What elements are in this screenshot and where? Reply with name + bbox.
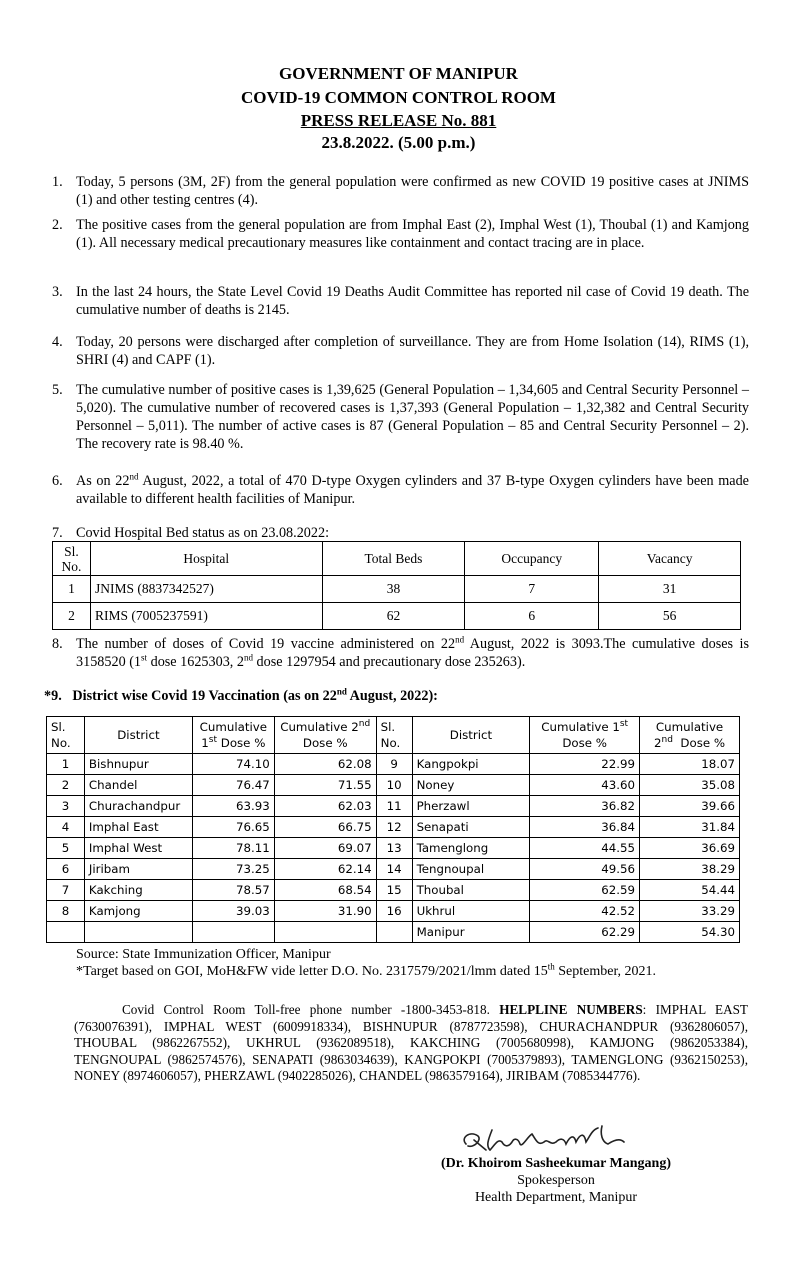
cell-dose2: 18.07 <box>640 754 740 775</box>
cell-district: Bishnupur <box>84 754 192 775</box>
cell-dose1: 44.55 <box>530 838 640 859</box>
table-row <box>47 817 740 838</box>
col-sl-no-right: Sl. No. <box>376 717 412 754</box>
cell-sl: 1 <box>47 754 85 775</box>
col-hospital: Hospital <box>90 542 322 576</box>
cell-dose2: 31.90 <box>274 901 376 922</box>
header-datetime: 23.8.2022. (5.00 p.m.) <box>321 133 476 152</box>
cell-dose2: 33.29 <box>640 901 740 922</box>
cell-dose1: 43.60 <box>530 775 640 796</box>
item-5 <box>52 381 749 453</box>
col-vacancy: Vacancy <box>599 542 741 576</box>
cell-district: Chandel <box>84 775 192 796</box>
signature-image <box>452 1120 642 1156</box>
cell-dose2: 62.14 <box>274 859 376 880</box>
cell-dose1: 62.29 <box>530 922 640 943</box>
cell-dose2: 69.07 <box>274 838 376 859</box>
cell-sl: 3 <box>47 796 85 817</box>
cell-dose1: 39.03 <box>192 901 274 922</box>
cell-vacancy: 56 <box>599 603 741 630</box>
cell-sl: 9 <box>376 754 412 775</box>
table-row <box>47 859 740 880</box>
cell-dose2: 71.55 <box>274 775 376 796</box>
table-row <box>47 922 740 943</box>
cell-dose2: 38.29 <box>640 859 740 880</box>
cell-dose1: 63.93 <box>192 796 274 817</box>
item-3 <box>52 283 749 319</box>
item-4 <box>52 333 749 369</box>
target-note: *Target based on GOI, MoH&FW vide letter D.O. No. 2317579/2021/lmm dated 15th September, 2021. <box>76 961 657 979</box>
item-number: 8. <box>52 636 63 652</box>
cell-district: Kakching <box>84 880 192 901</box>
cell-dose1: 36.84 <box>530 817 640 838</box>
item-text: As on 22nd August, 2022, a total of 470 D-type Oxygen cylinders and 37 B-type Oxygen cylinders have been made available to different health facilities of Manipur. <box>76 471 749 507</box>
cell-district: Senapati <box>412 817 530 838</box>
cell-dose1: 62.59 <box>530 880 640 901</box>
cell-dose1 <box>192 922 274 943</box>
cell-sl: 6 <box>47 859 85 880</box>
table-row <box>53 576 741 603</box>
item-7 <box>52 524 749 542</box>
table-row <box>47 796 740 817</box>
col-district: District <box>84 717 192 754</box>
cell-dose2: 35.08 <box>640 775 740 796</box>
signatory-name: (Dr. Khoirom Sasheekumar Mangang) <box>441 1156 671 1171</box>
item-text: Covid Hospital Bed status as on 23.08.2022: <box>76 525 330 541</box>
col-dose1: Cumulative 1st Dose % <box>192 717 274 754</box>
cell-total: 62 <box>322 603 465 630</box>
item-text: Today, 5 persons (3M, 2F) from the general population were confirmed as new COVID 19 positive cases at JNIMS (1) and other testing centres (4). <box>76 174 749 208</box>
cell-occupancy: 7 <box>465 576 599 603</box>
cell-dose1: 78.57 <box>192 880 274 901</box>
item-text: The cumulative number of positive cases is 1,39,625 (General Population – 1,34,605 and Central Security Personnel – 5,020). The cumulative number of recovered cases is 1,37,393 (General Population – 1,32,382 and Central Security Personnel – 5,011). The number of active cases is 87 (General Population – 85 and Central Security Personnel – 2). The recovery rate is 98.40 %. <box>76 382 749 452</box>
cell-district <box>84 922 192 943</box>
cell-total: 38 <box>322 576 465 603</box>
hospital-bed-table <box>52 541 741 630</box>
item-1 <box>52 173 749 209</box>
district-vaccination-table <box>46 716 740 943</box>
col-district-right: District <box>412 717 530 754</box>
cell-sl: 8 <box>47 901 85 922</box>
cell-sl: 1 <box>53 576 91 603</box>
cell-district: Jiribam <box>84 859 192 880</box>
item-number: 4. <box>52 334 63 350</box>
cell-district: Imphal East <box>84 817 192 838</box>
cell-district: Kangpokpi <box>412 754 530 775</box>
cell-dose1: 49.56 <box>530 859 640 880</box>
helpline-contacts: Covid Control Room Toll-free phone number -1800-3453-818. HELPLINE NUMBERS: IMPHAL EAST (7630076391), IMPHAL WEST (6009918334), BISHNUPUR (8787723598), CHURACHANDPUR (9362806057), THOUBAL (9862267552), UKHRUL (9362089518), KAKCHING (7005680998), KAMJONG (9862053384), TENGNOUPAL (9862574576), SENAPATI (9863034639), KANGPOKPI (7005379893), TAMENGLONG (9362150253), NONEY (8974606057), PHERZAWL (9402285026), CHANDEL (9863579164), JIRIBAM (7085344776). <box>74 1002 748 1084</box>
signatory-department: Health Department, Manipur <box>474 1190 638 1205</box>
cell-district: Pherzawl <box>412 796 530 817</box>
cell-district: Thoubal <box>412 880 530 901</box>
cell-sl: 13 <box>376 838 412 859</box>
cell-sl: 11 <box>376 796 412 817</box>
cell-vacancy: 31 <box>599 576 741 603</box>
cell-dose1: 73.25 <box>192 859 274 880</box>
cell-dose2: 62.03 <box>274 796 376 817</box>
table-row <box>47 901 740 922</box>
cell-dose2: 31.84 <box>640 817 740 838</box>
col-dose2: Cumulative 2nd Dose % <box>274 717 376 754</box>
cell-dose1: 76.65 <box>192 817 274 838</box>
cell-dose2: 54.30 <box>640 922 740 943</box>
table-row <box>47 775 740 796</box>
table-row <box>53 603 741 630</box>
cell-hospital: JNIMS (8837342527) <box>90 576 322 603</box>
cell-district: Tengnoupal <box>412 859 530 880</box>
cell-dose2: 68.54 <box>274 880 376 901</box>
col-sl-no: Sl. No. <box>53 542 91 576</box>
item-text: The positive cases from the general population are from Imphal East (2), Imphal West (1), Thoubal (1) and Kamjong (1). All necessary medical precautionary measures like containment and contact tracing are in place. <box>76 217 749 251</box>
cell-dose1: 42.52 <box>530 901 640 922</box>
cell-dose2 <box>274 922 376 943</box>
cell-sl: 12 <box>376 817 412 838</box>
cell-district: Tamenglong <box>412 838 530 859</box>
cell-district: Imphal West <box>84 838 192 859</box>
cell-dose2: 62.08 <box>274 754 376 775</box>
cell-dose2: 54.44 <box>640 880 740 901</box>
cell-dose2: 66.75 <box>274 817 376 838</box>
cell-dose1: 36.82 <box>530 796 640 817</box>
cell-dose1: 78.11 <box>192 838 274 859</box>
header-release-number: PRESS RELEASE No. 881 <box>300 111 497 130</box>
cell-dose1: 74.10 <box>192 754 274 775</box>
table-header-row <box>47 717 740 754</box>
cell-dose1: 76.47 <box>192 775 274 796</box>
cell-district: Noney <box>412 775 530 796</box>
item-number: 2. <box>52 217 63 233</box>
item-number: 5. <box>52 382 63 398</box>
table-row <box>47 880 740 901</box>
section-9-heading: *9. District wise Covid 19 Vaccination (as on 22nd August, 2022): <box>44 686 438 704</box>
col-occupancy: Occupancy <box>465 542 599 576</box>
col-dose1-right: Cumulative 1st Dose % <box>530 717 640 754</box>
item-text: The number of doses of Covid 19 vaccine administered on 22nd August, 2022 is 3093.The cumulative doses is 3158520 (1st dose 1625303, 2nd dose 1297954 and precautionary dose 235263). <box>76 634 750 670</box>
item-text: In the last 24 hours, the State Level Covid 19 Deaths Audit Committee has reported nil case of Covid 19 death. The cumulative number of deaths is 2145. <box>76 284 749 318</box>
cell-dose2: 36.69 <box>640 838 740 859</box>
cell-sl: 2 <box>53 603 91 630</box>
signatory-title: Spokesperson <box>517 1173 595 1188</box>
cell-sl: 10 <box>376 775 412 796</box>
item-number: 7. <box>52 525 63 541</box>
item-8 <box>52 635 749 671</box>
cell-sl: 14 <box>376 859 412 880</box>
header-control-room: COVID-19 COMMON CONTROL ROOM <box>241 88 556 107</box>
cell-district: Churachandpur <box>84 796 192 817</box>
cell-district: Manipur <box>412 922 530 943</box>
cell-dose2: 39.66 <box>640 796 740 817</box>
cell-sl: 2 <box>47 775 85 796</box>
cell-sl <box>376 922 412 943</box>
item-number: 3. <box>52 284 63 300</box>
cell-sl: 15 <box>376 880 412 901</box>
cell-district: Kamjong <box>84 901 192 922</box>
signature-block <box>416 1155 696 1206</box>
item-number: 1. <box>52 174 63 190</box>
cell-sl: 5 <box>47 838 85 859</box>
item-text: Today, 20 persons were discharged after completion of surveillance. They are from Home Isolation (14), RIMS (1), SHRI (4) and CAPF (1). <box>76 334 749 368</box>
source-note: Source: State Immunization Officer, Manipur <box>76 947 331 962</box>
cell-dose1: 22.99 <box>530 754 640 775</box>
col-sl-no: Sl. No. <box>47 717 85 754</box>
col-total-beds: Total Beds <box>322 542 465 576</box>
cell-hospital: RIMS (7005237591) <box>90 603 322 630</box>
item-2 <box>52 216 749 252</box>
item-number: 6. <box>52 473 63 489</box>
table-header-row <box>53 542 741 576</box>
col-dose2-right: Cumulative 2nd Dose % <box>640 717 740 754</box>
cell-sl: 4 <box>47 817 85 838</box>
cell-sl: 16 <box>376 901 412 922</box>
item-6 <box>52 472 749 508</box>
cell-district: Ukhrul <box>412 901 530 922</box>
table-row <box>47 838 740 859</box>
cell-sl <box>47 922 85 943</box>
cell-sl: 7 <box>47 880 85 901</box>
table-row <box>47 754 740 775</box>
cell-occupancy: 6 <box>465 603 599 630</box>
header-government: GOVERNMENT OF MANIPUR <box>279 64 518 83</box>
